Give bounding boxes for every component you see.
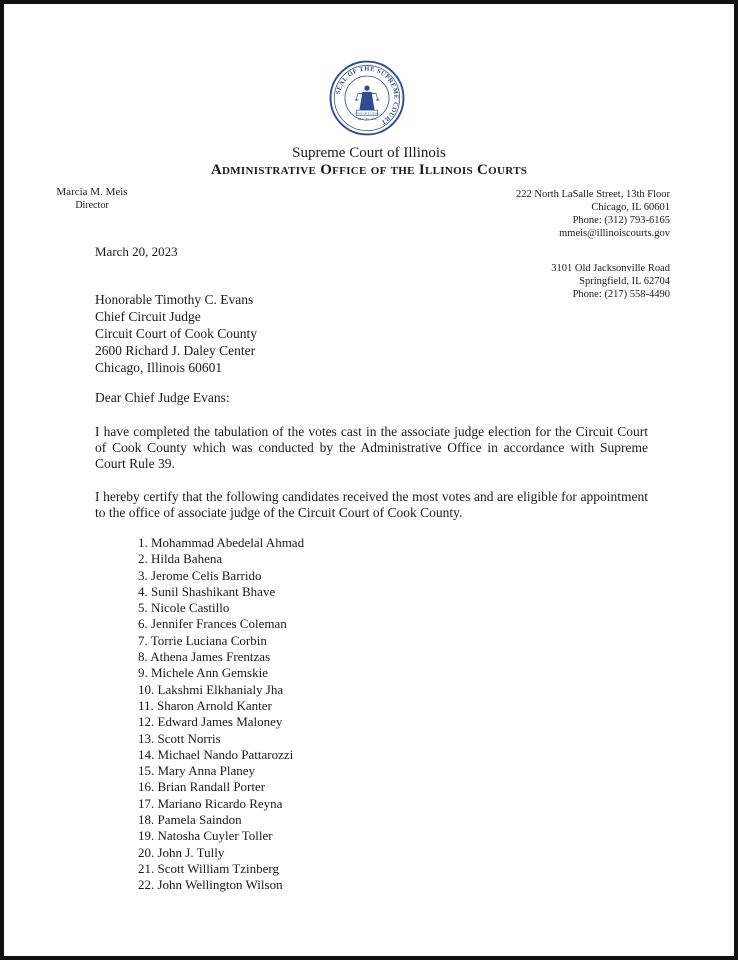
candidate-item: 21. Scott William Tzinberg [138,860,280,876]
letter-date: March 20, 2023 [95,244,178,259]
candidate-item: 22. John Wellington Wilson [138,877,283,893]
candidate-item: 5. Nicole Castillo [138,600,230,616]
chicago-phone: Phone: (312) 793-6165 [572,215,670,226]
letter-page [4,4,734,956]
paragraph-tabulation: I have completed the tabulation of the votes cast in the associate judge election for the Circuit Court of Cook County which was conducted by the Administrative Office in accordance with Supreme Court Rule 39. [95,424,648,471]
candidate-item: 8. Athena James Frentzas [138,649,271,665]
supreme-court-seal [329,60,405,136]
candidate-item: 4. Sunil Shashikant Bhave [138,583,276,599]
candidate-item: 15. Mary Anna Planey [138,763,255,779]
court-name: Supreme Court of Illinois [292,145,446,161]
chicago-city: Chicago, IL 60601 [591,202,670,213]
candidate-item: 6. Jennifer Frances Coleman [138,616,287,632]
candidate-item: 19. Natosha Cuyler Toller [138,828,273,844]
candidate-item: 3. Jerome Celis Barrido [138,567,262,583]
chicago-address [516,188,670,240]
candidate-item: 7. Torrie Luciana Corbin [138,632,267,648]
candidate-item: 14. Michael Nando Pattarozzi [138,746,294,762]
svg-text:STATE OF ILLINOIS: STATE OF ILLINOIS [354,112,380,116]
addressee-block [95,291,257,376]
svg-text:SEAL OF THE SUPREME COURT: SEAL OF THE SUPREME COURT [334,65,400,127]
chicago-street: 222 North LaSalle Street, 13th Floor [516,189,670,200]
addressee-line: Honorable Timothy C. Evans [95,292,254,307]
office-addresses [516,188,670,301]
candidate-list [138,535,304,894]
addressee-line: 2600 Richard J. Daley Center [95,343,256,358]
springfield-street: 3101 Old Jacksonville Road [551,263,670,274]
chicago-email: mmeis@illinoiscourts.gov [559,228,670,239]
candidate-item: 9. Michele Ann Gemskie [138,665,268,681]
candidate-item: 2. Hilda Bahena [138,551,223,567]
candidate-item: 18. Pamela Saindon [138,812,242,828]
svg-text:AUG. 26, 1818: AUG. 26, 1818 [357,117,377,122]
candidate-item: 1. Mohammad Abedelal Ahmad [138,535,305,550]
candidate-item: 20. John J. Tully [138,844,225,860]
director-name: Marcia M. Meis [56,186,128,198]
addressee-line: Chief Circuit Judge [95,309,201,324]
candidate-item: 10. Lakshmi Elkhanialy Jha [138,681,284,697]
office-name: Administrative Office of the Illinois Courts [210,162,528,178]
addressee-line: Circuit Court of Cook County [95,326,257,341]
candidate-item: 11. Sharon Arnold Kanter [138,697,272,713]
paragraph-certification: I hereby certify that the following candidates received the most votes and are eligible for appointment to the office of associate judge of the Circuit Court of Cook County. [95,489,648,520]
director-title: Director [75,200,109,211]
salutation: Dear Chief Judge Evans: [95,390,230,405]
director-block [52,186,132,212]
candidate-item: 12. Edward James Maloney [138,714,283,730]
candidate-item: 16. Brian Randall Porter [138,779,266,795]
springfield-phone: Phone: (217) 558-4490 [572,289,670,300]
springfield-address [516,262,670,301]
candidate-item: 17. Mariano Ricardo Reyna [138,795,283,811]
addressee-line: Chicago, Illinois 60601 [95,360,223,375]
candidate-item: 13. Scott Norris [138,730,221,746]
springfield-city: Springfield, IL 62704 [579,276,670,287]
